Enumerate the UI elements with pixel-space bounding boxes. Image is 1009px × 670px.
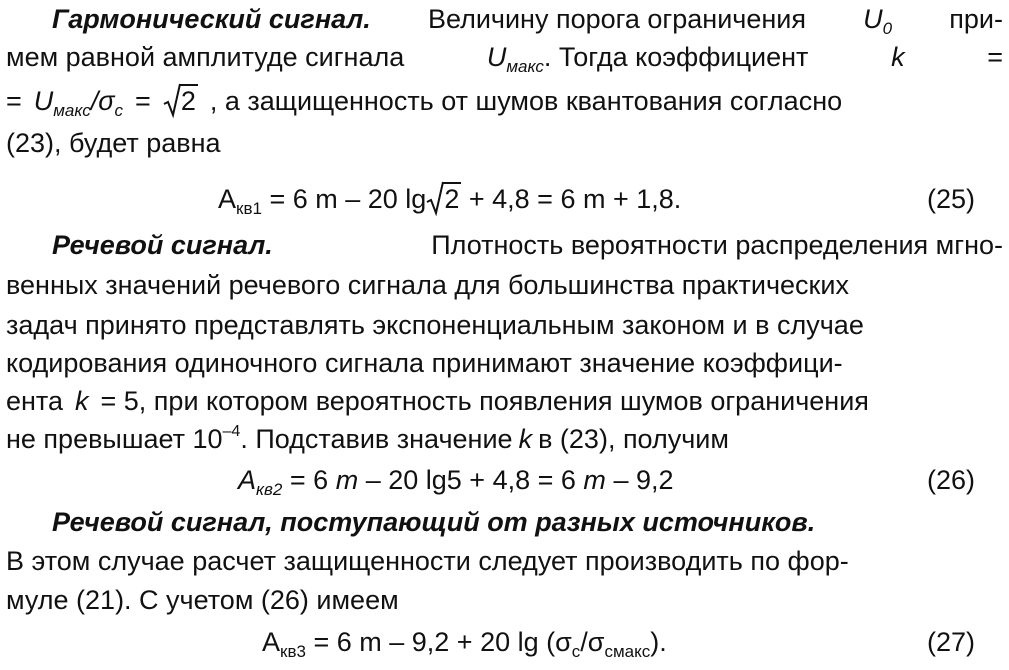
- text-run: , а защищенность от шумов квантования согласно: [209, 86, 843, 116]
- paragraph-line: [6, 308, 1003, 342]
- math-symbol: k: [75, 386, 89, 416]
- text-run: в (23), получим: [538, 424, 729, 454]
- paragraph-line: [6, 583, 1003, 617]
- paragraph-line: [6, 40, 1003, 74]
- equation-26: $A_{кв2} = 6$ m – 20 lg5 + 4,8 = 6 m – 9,2: [238, 465, 674, 499]
- text-run: не превышает $10^{-4}$. Подставив значение: [6, 423, 513, 454]
- text-run: = 5, при котором вероятность появления шумов ограничения: [100, 386, 869, 416]
- paragraph-line: [6, 126, 1003, 160]
- sqrt-icon: 2: [426, 182, 461, 216]
- text-run: (23), будет равна: [6, 128, 221, 158]
- sqrt-icon: 2: [163, 84, 198, 118]
- text-run: мем равной амплитуде сигнала: [6, 42, 405, 72]
- text-run: при-: [949, 4, 1003, 34]
- text-run: В этом случае расчет защищенности следует производить по фор-: [6, 546, 849, 576]
- paragraph-line: [6, 544, 1003, 578]
- text-run: Плотность вероятности распределения мгно-: [431, 230, 1003, 260]
- text-run: ента: [6, 386, 64, 416]
- paragraph-line: [6, 346, 1003, 380]
- text-run: =: [135, 86, 151, 116]
- math-symbol: $U_0$: [863, 4, 893, 38]
- equation-number: (26): [926, 465, 975, 495]
- paragraph-line: [52, 2, 1003, 36]
- equation-number: (25): [926, 184, 975, 214]
- section-heading: Речевой сигнал.: [52, 230, 273, 260]
- paragraph-line: [6, 384, 1003, 418]
- paragraph-line: [6, 84, 1003, 118]
- section-heading: Гармонический сигнал.: [52, 4, 371, 34]
- math-symbol: k: [518, 424, 533, 454]
- text-run: =: [6, 86, 22, 116]
- equation-25: $А_{кв1} = 6$ m – 20 lg 2 + 4,8 = 6 m + 1,8.: [218, 184, 682, 218]
- math-symbol: $U_{макс}$. Тогда коэффициент: [486, 42, 809, 76]
- section-heading: Речевой сигнал, поступающий от разных источников.: [52, 507, 816, 537]
- equation-number: (27): [926, 627, 975, 657]
- text-run: Величину порога ограничения: [427, 4, 806, 34]
- math-symbol: k: [891, 42, 905, 72]
- text-run: задач принято представлять экспоненциальным законом и в случае: [6, 310, 864, 340]
- paragraph-line: [52, 228, 1003, 262]
- text-run: кодирования одиночного сигнала принимают значение коэффици-: [6, 348, 843, 378]
- text-run: венных значений речевого сигнала для большинства практических: [6, 270, 849, 300]
- paragraph-line: [6, 422, 1003, 456]
- paragraph-line: [52, 505, 1003, 539]
- equation-27: $А_{кв3} = 6$ m – 9,2 + 20 $\lg (\sigma_с/\sigma_{смакс})$.: [262, 627, 667, 661]
- math-expression: $U_{макс}/\sigma_с$: [33, 86, 124, 120]
- text-run: муле (21). С учетом (26) имеем: [6, 585, 399, 615]
- paragraph-line: [6, 268, 1003, 302]
- text-run: =: [987, 42, 1003, 72]
